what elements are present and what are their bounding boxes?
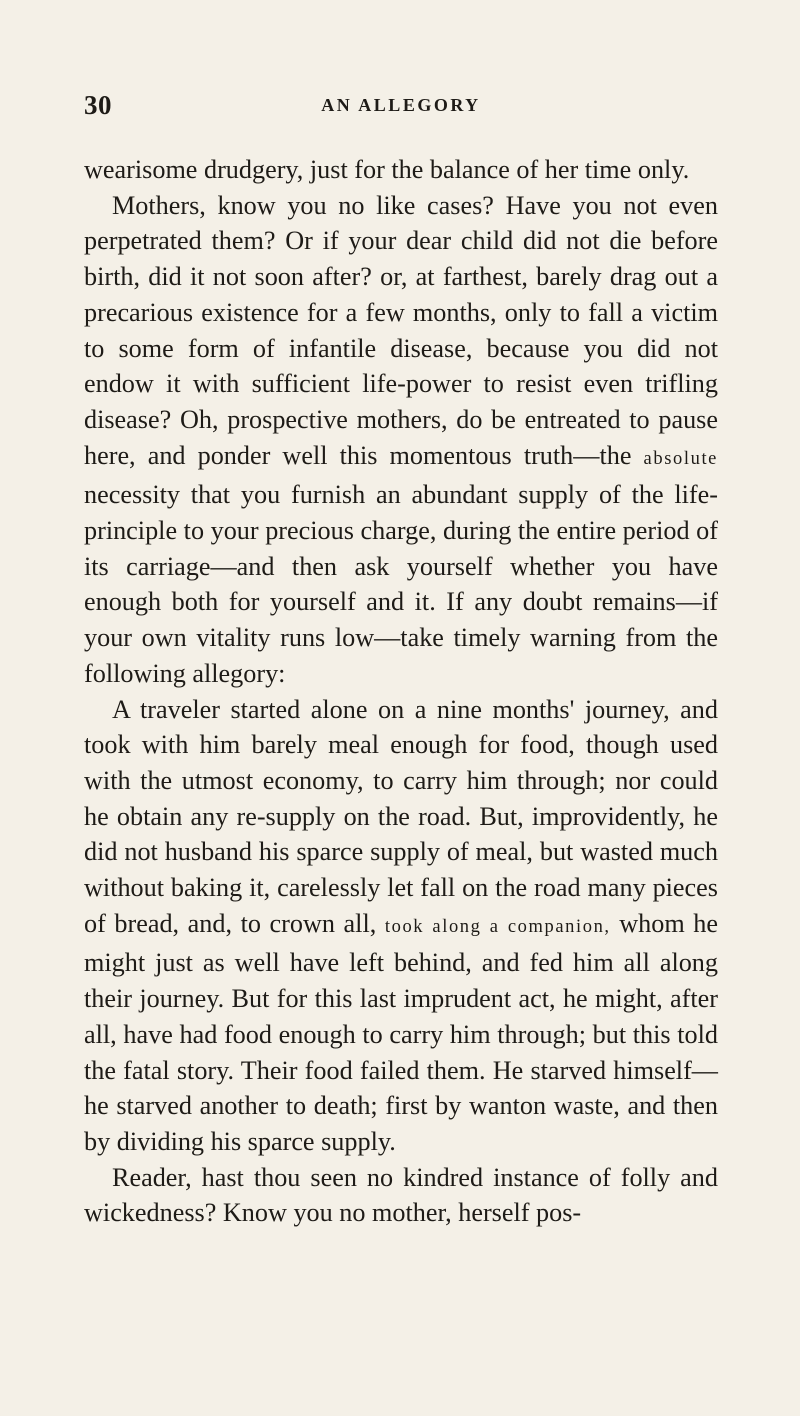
paragraph-continuation xyxy=(84,152,718,188)
paragraph-traveler xyxy=(84,692,718,1160)
running-head: AN ALLEGORY xyxy=(321,95,481,115)
small-caps-emphasis: absolute xyxy=(643,448,718,469)
paragraph-text-before: Mothers, know you no like cases? Have you not even perpetrated them? Or if your dear child did not die before birth, did it not soon after? or, at farthest, barely drag out a precarious existence for a few months, only to fall a victim to some form of infantile disease, because you did not endow it with sufficient life-power to resist even trifling disease? Oh, prospective mothers, do be entreated to pause here, and ponder well this momentous truth—the xyxy=(84,190,718,470)
paragraph-text: Reader, hast thou seen no kindred instance of folly and wickedness? Know you no mother, herself pos- xyxy=(84,1162,718,1228)
page-header xyxy=(84,90,718,126)
body-text xyxy=(84,152,718,1231)
paragraph-mothers xyxy=(84,188,718,692)
paragraph-text-after: necessity that you furnish an abundant supply of the life-principle to your precious charge, during the entire period of its carriage—and then ask yourself whether you have enough both for yourself and it. If any doubt remains—if your own vitality runs low—take timely warning from the following allegory: xyxy=(84,480,718,688)
paragraph-text: wearisome drudgery, just for the balance of her time only. xyxy=(84,155,690,184)
paragraph-text-before: A traveler started alone on a nine months' journey, and took with him barely meal enough for food, though used with the utmost economy, to carry him through; nor could he obtain any re-supply on the road. But, improvidently, he did not husband his sparce supply of meal, but wasted much without baking it, carelessly let fall on the road many pieces of bread, and, to crown all, xyxy=(84,694,718,938)
paragraph-reader xyxy=(84,1160,718,1231)
small-caps-emphasis: took along a companion, xyxy=(384,916,611,937)
paragraph-text-after: whom he might just as well have left behind, and fed him all along their journey. But for this last imprudent act, he might, after all, have had food enough to carry him through; but this told the fatal story. Their food failed them. He starved himself—he starved another to death; first by wanton waste, and then by dividing his sparce supply. xyxy=(84,908,718,1156)
page-number: 30 xyxy=(84,90,112,120)
